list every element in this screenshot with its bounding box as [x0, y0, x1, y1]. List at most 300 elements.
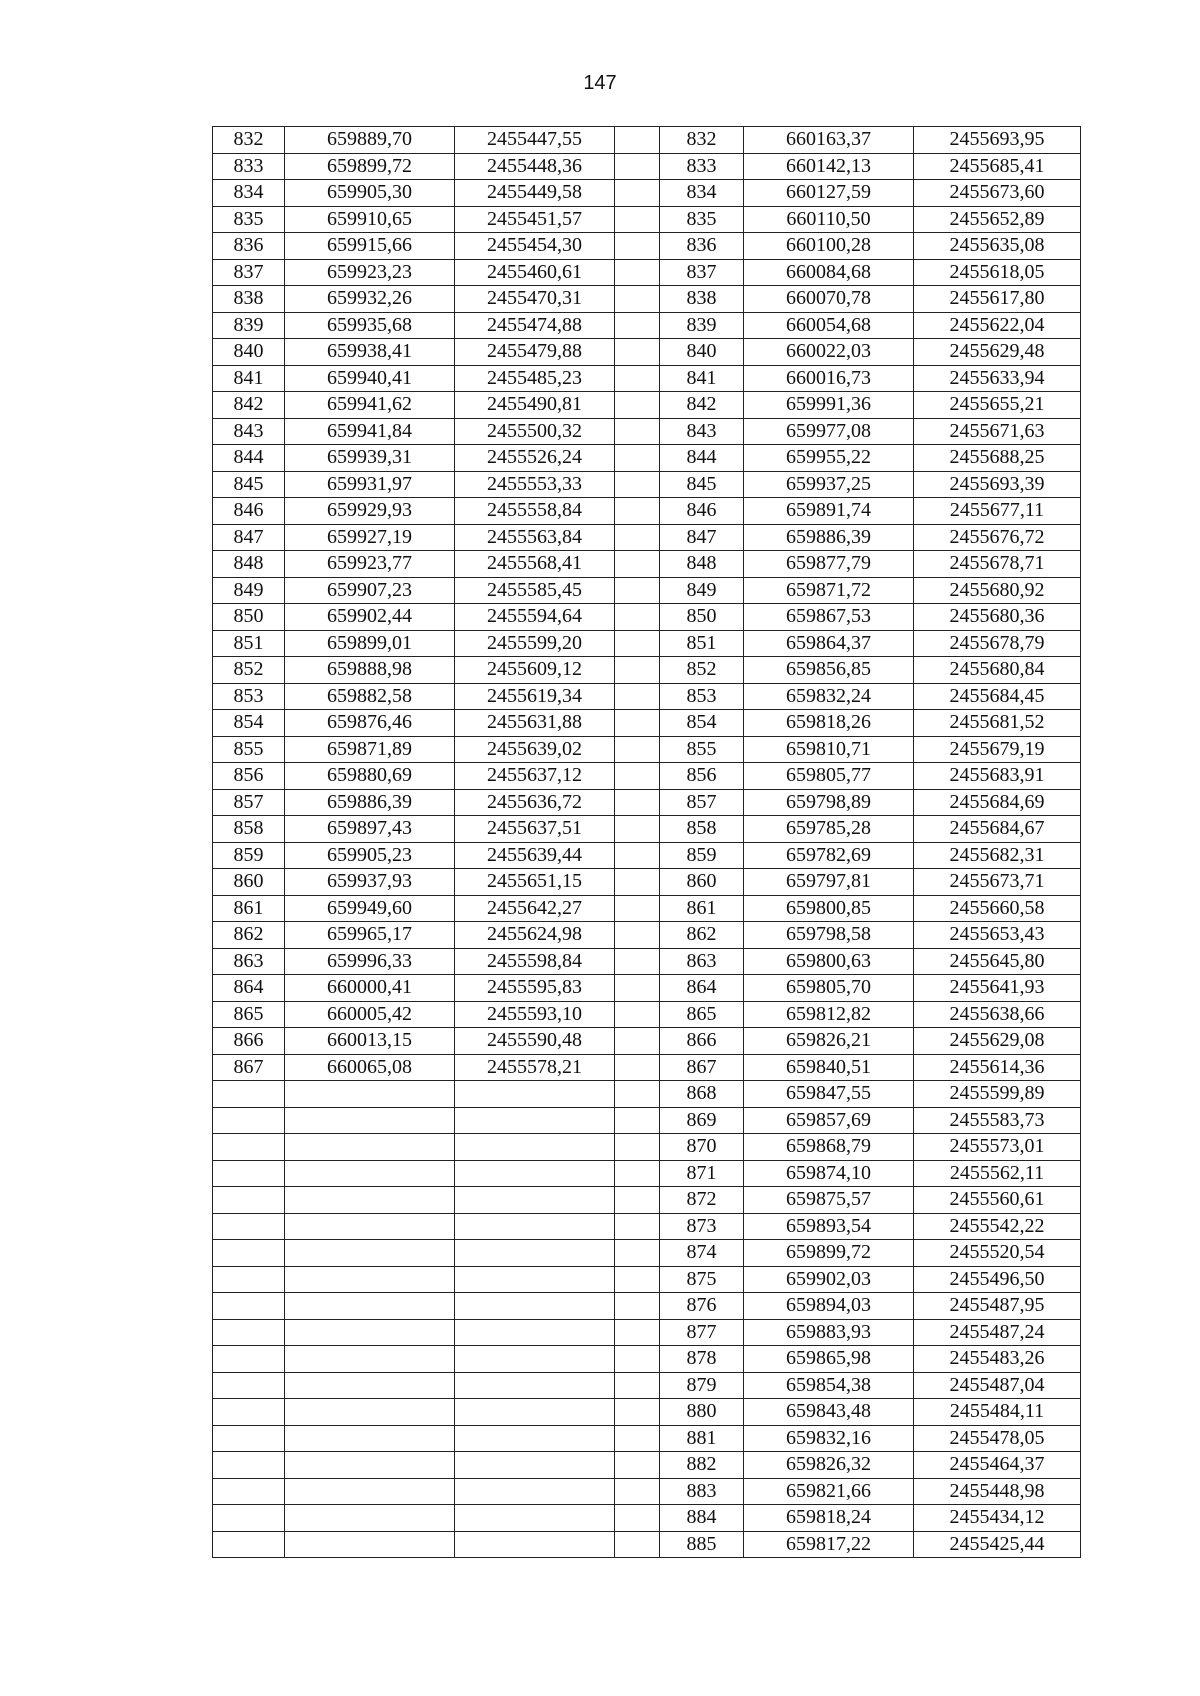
- y-coordinate-right: 2455693,95: [914, 127, 1081, 154]
- y-coordinate-right: 2455645,80: [914, 948, 1081, 975]
- point-number-right: 836: [660, 233, 744, 260]
- spacer-cell: [615, 1001, 660, 1028]
- point-number-left: 865: [213, 1001, 285, 1028]
- table-row: [213, 657, 1081, 684]
- y-coordinate-right: 2455478,05: [914, 1425, 1081, 1452]
- table-row: [213, 1399, 1081, 1426]
- point-number-right: 862: [660, 922, 744, 949]
- y-coordinate-left: [455, 1425, 615, 1452]
- table-row: [213, 1001, 1081, 1028]
- table-row: [213, 498, 1081, 525]
- x-coordinate-left: 659899,01: [285, 630, 455, 657]
- x-coordinate-left: [285, 1372, 455, 1399]
- point-number-left: 861: [213, 895, 285, 922]
- table-row: [213, 259, 1081, 286]
- x-coordinate-left: 660005,42: [285, 1001, 455, 1028]
- spacer-cell: [615, 1399, 660, 1426]
- y-coordinate-left: [455, 1134, 615, 1161]
- spacer-cell: [615, 842, 660, 869]
- table-row: [213, 365, 1081, 392]
- page-number: 147: [583, 72, 617, 94]
- spacer-cell: [615, 286, 660, 313]
- spacer-cell: [615, 604, 660, 631]
- x-coordinate-right: 660016,73: [744, 365, 914, 392]
- point-number-right: 837: [660, 259, 744, 286]
- y-coordinate-left: 2455585,45: [455, 577, 615, 604]
- x-coordinate-left: [285, 1240, 455, 1267]
- point-number-left: 853: [213, 683, 285, 710]
- point-number-right: 853: [660, 683, 744, 710]
- x-coordinate-right: 659883,93: [744, 1319, 914, 1346]
- spacer-cell: [615, 418, 660, 445]
- x-coordinate-right: 659785,28: [744, 816, 914, 843]
- spacer-cell: [615, 922, 660, 949]
- y-coordinate-right: 2455684,67: [914, 816, 1081, 843]
- point-number-left: 850: [213, 604, 285, 631]
- point-number-right: 872: [660, 1187, 744, 1214]
- spacer-cell: [615, 657, 660, 684]
- table-row: [213, 1505, 1081, 1532]
- y-coordinate-right: 2455635,08: [914, 233, 1081, 260]
- table-row: [213, 233, 1081, 260]
- x-coordinate-left: 659937,93: [285, 869, 455, 896]
- x-coordinate-left: 659897,43: [285, 816, 455, 843]
- point-number-left: 834: [213, 180, 285, 207]
- spacer-cell: [615, 180, 660, 207]
- x-coordinate-right: 660142,13: [744, 153, 914, 180]
- spacer-cell: [615, 1240, 660, 1267]
- point-number-right: 854: [660, 710, 744, 737]
- point-number-right: 832: [660, 127, 744, 154]
- spacer-cell: [615, 1028, 660, 1055]
- x-coordinate-left: 659902,44: [285, 604, 455, 631]
- x-coordinate-right: 659874,10: [744, 1160, 914, 1187]
- y-coordinate-left: 2455451,57: [455, 206, 615, 233]
- point-number-right: 875: [660, 1266, 744, 1293]
- point-number-right: 834: [660, 180, 744, 207]
- point-number-left: [213, 1346, 285, 1373]
- x-coordinate-left: 659871,89: [285, 736, 455, 763]
- x-coordinate-left: [285, 1319, 455, 1346]
- x-coordinate-left: [285, 1505, 455, 1532]
- table-row: [213, 1531, 1081, 1558]
- point-number-right: 873: [660, 1213, 744, 1240]
- spacer-cell: [615, 365, 660, 392]
- spacer-cell: [615, 789, 660, 816]
- y-coordinate-left: 2455593,10: [455, 1001, 615, 1028]
- point-number-right: 855: [660, 736, 744, 763]
- point-number-left: 852: [213, 657, 285, 684]
- table-row: [213, 206, 1081, 233]
- spacer-cell: [615, 1134, 660, 1161]
- coordinates-table: [212, 126, 1081, 1558]
- spacer-cell: [615, 736, 660, 763]
- y-coordinate-left: 2455595,83: [455, 975, 615, 1002]
- point-number-left: [213, 1107, 285, 1134]
- point-number-right: 884: [660, 1505, 744, 1532]
- x-coordinate-right: 659857,69: [744, 1107, 914, 1134]
- y-coordinate-left: 2455599,20: [455, 630, 615, 657]
- x-coordinate-left: 659907,23: [285, 577, 455, 604]
- point-number-left: 867: [213, 1054, 285, 1081]
- point-number-right: 852: [660, 657, 744, 684]
- point-number-left: 844: [213, 445, 285, 472]
- y-coordinate-right: 2455496,50: [914, 1266, 1081, 1293]
- x-coordinate-left: [285, 1478, 455, 1505]
- y-coordinate-left: 2455568,41: [455, 551, 615, 578]
- point-number-left: 863: [213, 948, 285, 975]
- point-number-right: 845: [660, 471, 744, 498]
- x-coordinate-right: 660127,59: [744, 180, 914, 207]
- x-coordinate-left: [285, 1293, 455, 1320]
- table-row: [213, 339, 1081, 366]
- x-coordinate-right: 659843,48: [744, 1399, 914, 1426]
- point-number-left: [213, 1505, 285, 1532]
- x-coordinate-left: 659939,31: [285, 445, 455, 472]
- point-number-right: 882: [660, 1452, 744, 1479]
- y-coordinate-right: 2455688,25: [914, 445, 1081, 472]
- point-number-right: 857: [660, 789, 744, 816]
- y-coordinate-left: 2455474,88: [455, 312, 615, 339]
- point-number-right: 849: [660, 577, 744, 604]
- x-coordinate-left: [285, 1187, 455, 1214]
- y-coordinate-left: [455, 1107, 615, 1134]
- x-coordinate-left: 659938,41: [285, 339, 455, 366]
- point-number-right: 835: [660, 206, 744, 233]
- point-number-left: 846: [213, 498, 285, 525]
- y-coordinate-right: 2455614,36: [914, 1054, 1081, 1081]
- y-coordinate-right: 2455680,84: [914, 657, 1081, 684]
- table-row: [213, 789, 1081, 816]
- point-number-left: [213, 1319, 285, 1346]
- point-number-left: 837: [213, 259, 285, 286]
- x-coordinate-left: [285, 1346, 455, 1373]
- x-coordinate-right: 659868,79: [744, 1134, 914, 1161]
- x-coordinate-right: 659818,24: [744, 1505, 914, 1532]
- table-row: [213, 1452, 1081, 1479]
- point-number-right: 878: [660, 1346, 744, 1373]
- spacer-cell: [615, 233, 660, 260]
- spacer-cell: [615, 1081, 660, 1108]
- y-coordinate-left: 2455637,12: [455, 763, 615, 790]
- x-coordinate-right: 659805,70: [744, 975, 914, 1002]
- spacer-cell: [615, 1054, 660, 1081]
- y-coordinate-left: [455, 1346, 615, 1373]
- spacer-cell: [615, 710, 660, 737]
- y-coordinate-left: 2455578,21: [455, 1054, 615, 1081]
- coordinates-table-body: [213, 127, 1081, 1558]
- y-coordinate-right: 2455542,22: [914, 1213, 1081, 1240]
- point-number-left: [213, 1160, 285, 1187]
- spacer-cell: [615, 339, 660, 366]
- table-row: [213, 630, 1081, 657]
- y-coordinate-right: 2455618,05: [914, 259, 1081, 286]
- y-coordinate-left: [455, 1478, 615, 1505]
- x-coordinate-left: 659929,93: [285, 498, 455, 525]
- x-coordinate-left: [285, 1452, 455, 1479]
- point-number-left: 851: [213, 630, 285, 657]
- point-number-right: 876: [660, 1293, 744, 1320]
- point-number-right: 856: [660, 763, 744, 790]
- spacer-cell: [615, 895, 660, 922]
- y-coordinate-right: 2455673,71: [914, 869, 1081, 896]
- y-coordinate-right: 2455680,36: [914, 604, 1081, 631]
- y-coordinate-right: 2455487,95: [914, 1293, 1081, 1320]
- point-number-right: 858: [660, 816, 744, 843]
- table-row: [213, 604, 1081, 631]
- x-coordinate-right: 659826,21: [744, 1028, 914, 1055]
- point-number-left: 862: [213, 922, 285, 949]
- spacer-cell: [615, 551, 660, 578]
- spacer-cell: [615, 577, 660, 604]
- y-coordinate-right: 2455671,63: [914, 418, 1081, 445]
- point-number-left: [213, 1452, 285, 1479]
- y-coordinate-left: [455, 1187, 615, 1214]
- y-coordinate-right: 2455583,73: [914, 1107, 1081, 1134]
- x-coordinate-right: 659937,25: [744, 471, 914, 498]
- y-coordinate-left: 2455470,31: [455, 286, 615, 313]
- table-row: [213, 683, 1081, 710]
- point-number-left: 843: [213, 418, 285, 445]
- point-number-left: 840: [213, 339, 285, 366]
- y-coordinate-right: 2455484,11: [914, 1399, 1081, 1426]
- y-coordinate-left: [455, 1240, 615, 1267]
- point-number-right: 867: [660, 1054, 744, 1081]
- x-coordinate-left: 659886,39: [285, 789, 455, 816]
- point-number-left: [213, 1372, 285, 1399]
- y-coordinate-right: 2455638,66: [914, 1001, 1081, 1028]
- x-coordinate-right: 659832,16: [744, 1425, 914, 1452]
- point-number-left: 858: [213, 816, 285, 843]
- y-coordinate-right: 2455629,08: [914, 1028, 1081, 1055]
- table-row: [213, 736, 1081, 763]
- point-number-right: 879: [660, 1372, 744, 1399]
- table-row: [213, 1346, 1081, 1373]
- point-number-left: [213, 1478, 285, 1505]
- x-coordinate-left: 659931,97: [285, 471, 455, 498]
- x-coordinate-left: 660013,15: [285, 1028, 455, 1055]
- x-coordinate-right: 659798,89: [744, 789, 914, 816]
- y-coordinate-right: 2455693,39: [914, 471, 1081, 498]
- table-row: [213, 1293, 1081, 1320]
- point-number-right: 851: [660, 630, 744, 657]
- point-number-right: 833: [660, 153, 744, 180]
- y-coordinate-left: [455, 1081, 615, 1108]
- x-coordinate-left: 659882,58: [285, 683, 455, 710]
- x-coordinate-right: 659812,82: [744, 1001, 914, 1028]
- point-number-left: 848: [213, 551, 285, 578]
- x-coordinate-right: 659805,77: [744, 763, 914, 790]
- y-coordinate-right: 2455653,43: [914, 922, 1081, 949]
- x-coordinate-right: 659840,51: [744, 1054, 914, 1081]
- spacer-cell: [615, 1160, 660, 1187]
- point-number-left: 842: [213, 392, 285, 419]
- y-coordinate-left: [455, 1372, 615, 1399]
- spacer-cell: [615, 445, 660, 472]
- point-number-left: 835: [213, 206, 285, 233]
- x-coordinate-right: 660022,03: [744, 339, 914, 366]
- x-coordinate-left: 659923,77: [285, 551, 455, 578]
- spacer-cell: [615, 524, 660, 551]
- table-row: [213, 1160, 1081, 1187]
- y-coordinate-left: 2455639,02: [455, 736, 615, 763]
- y-coordinate-left: 2455485,23: [455, 365, 615, 392]
- y-coordinate-left: 2455460,61: [455, 259, 615, 286]
- y-coordinate-right: 2455680,92: [914, 577, 1081, 604]
- y-coordinate-left: 2455609,12: [455, 657, 615, 684]
- point-number-right: 863: [660, 948, 744, 975]
- y-coordinate-left: [455, 1319, 615, 1346]
- point-number-right: 860: [660, 869, 744, 896]
- y-coordinate-left: 2455598,84: [455, 948, 615, 975]
- x-coordinate-right: 659955,22: [744, 445, 914, 472]
- x-coordinate-right: 659875,57: [744, 1187, 914, 1214]
- spacer-cell: [615, 471, 660, 498]
- spacer-cell: [615, 975, 660, 1002]
- y-coordinate-right: 2455622,04: [914, 312, 1081, 339]
- x-coordinate-left: [285, 1134, 455, 1161]
- point-number-left: [213, 1081, 285, 1108]
- point-number-right: 874: [660, 1240, 744, 1267]
- x-coordinate-left: 659910,65: [285, 206, 455, 233]
- spacer-cell: [615, 153, 660, 180]
- y-coordinate-right: 2455629,48: [914, 339, 1081, 366]
- table-row: [213, 1213, 1081, 1240]
- point-number-left: 859: [213, 842, 285, 869]
- table-row: [213, 312, 1081, 339]
- point-number-right: 850: [660, 604, 744, 631]
- y-coordinate-right: 2455676,72: [914, 524, 1081, 551]
- table-row: [213, 392, 1081, 419]
- y-coordinate-left: 2455479,88: [455, 339, 615, 366]
- point-number-left: [213, 1425, 285, 1452]
- table-row: [213, 551, 1081, 578]
- spacer-cell: [615, 1505, 660, 1532]
- y-coordinate-left: 2455639,44: [455, 842, 615, 869]
- y-coordinate-left: 2455454,30: [455, 233, 615, 260]
- y-coordinate-right: 2455487,04: [914, 1372, 1081, 1399]
- spacer-cell: [615, 1213, 660, 1240]
- spacer-cell: [615, 312, 660, 339]
- table-row: [213, 1425, 1081, 1452]
- x-coordinate-right: 659797,81: [744, 869, 914, 896]
- spacer-cell: [615, 1425, 660, 1452]
- point-number-left: 838: [213, 286, 285, 313]
- point-number-right: 841: [660, 365, 744, 392]
- point-number-right: 864: [660, 975, 744, 1002]
- spacer-cell: [615, 259, 660, 286]
- y-coordinate-left: 2455631,88: [455, 710, 615, 737]
- point-number-left: 836: [213, 233, 285, 260]
- point-number-right: 843: [660, 418, 744, 445]
- x-coordinate-right: 659891,74: [744, 498, 914, 525]
- y-coordinate-left: [455, 1266, 615, 1293]
- y-coordinate-left: 2455590,48: [455, 1028, 615, 1055]
- x-coordinate-right: 659865,98: [744, 1346, 914, 1373]
- spacer-cell: [615, 816, 660, 843]
- spacer-cell: [615, 1319, 660, 1346]
- y-coordinate-right: 2455684,69: [914, 789, 1081, 816]
- x-coordinate-right: 659902,03: [744, 1266, 914, 1293]
- point-number-left: [213, 1399, 285, 1426]
- x-coordinate-right: 659800,63: [744, 948, 914, 975]
- x-coordinate-right: 659899,72: [744, 1240, 914, 1267]
- spacer-cell: [615, 1107, 660, 1134]
- spacer-cell: [615, 498, 660, 525]
- point-number-right: 848: [660, 551, 744, 578]
- table-row: [213, 471, 1081, 498]
- x-coordinate-left: 659941,62: [285, 392, 455, 419]
- point-number-right: 880: [660, 1399, 744, 1426]
- point-number-right: 844: [660, 445, 744, 472]
- point-number-left: 864: [213, 975, 285, 1002]
- y-coordinate-right: 2455682,31: [914, 842, 1081, 869]
- y-coordinate-left: [455, 1213, 615, 1240]
- table-row: [213, 869, 1081, 896]
- point-number-left: [213, 1213, 285, 1240]
- y-coordinate-left: 2455558,84: [455, 498, 615, 525]
- x-coordinate-left: [285, 1081, 455, 1108]
- spacer-cell: [615, 630, 660, 657]
- point-number-left: [213, 1266, 285, 1293]
- x-coordinate-right: 659867,53: [744, 604, 914, 631]
- table-row: [213, 1266, 1081, 1293]
- y-coordinate-left: 2455651,15: [455, 869, 615, 896]
- table-row: [213, 1478, 1081, 1505]
- x-coordinate-right: 660110,50: [744, 206, 914, 233]
- y-coordinate-right: 2455464,37: [914, 1452, 1081, 1479]
- point-number-right: 859: [660, 842, 744, 869]
- point-number-right: 847: [660, 524, 744, 551]
- x-coordinate-right: 659800,85: [744, 895, 914, 922]
- table-row: [213, 1240, 1081, 1267]
- point-number-left: [213, 1187, 285, 1214]
- x-coordinate-left: 659965,17: [285, 922, 455, 949]
- x-coordinate-left: [285, 1213, 455, 1240]
- y-coordinate-right: 2455560,61: [914, 1187, 1081, 1214]
- y-coordinate-right: 2455660,58: [914, 895, 1081, 922]
- x-coordinate-left: [285, 1531, 455, 1558]
- x-coordinate-left: 659935,68: [285, 312, 455, 339]
- x-coordinate-left: [285, 1399, 455, 1426]
- spacer-cell: [615, 206, 660, 233]
- spacer-cell: [615, 1372, 660, 1399]
- point-number-left: 832: [213, 127, 285, 154]
- y-coordinate-left: 2455563,84: [455, 524, 615, 551]
- table-row: [213, 895, 1081, 922]
- point-number-left: [213, 1531, 285, 1558]
- x-coordinate-right: 659818,26: [744, 710, 914, 737]
- x-coordinate-left: 659932,26: [285, 286, 455, 313]
- x-coordinate-right: 660084,68: [744, 259, 914, 286]
- point-number-left: [213, 1293, 285, 1320]
- x-coordinate-right: 659810,71: [744, 736, 914, 763]
- x-coordinate-right: 660070,78: [744, 286, 914, 313]
- point-number-right: 883: [660, 1478, 744, 1505]
- spacer-cell: [615, 1293, 660, 1320]
- table-row: [213, 1187, 1081, 1214]
- spacer-cell: [615, 127, 660, 154]
- spacer-cell: [615, 763, 660, 790]
- table-row: [213, 524, 1081, 551]
- y-coordinate-left: [455, 1399, 615, 1426]
- y-coordinate-left: 2455447,55: [455, 127, 615, 154]
- spacer-cell: [615, 1452, 660, 1479]
- y-coordinate-left: 2455619,34: [455, 683, 615, 710]
- table-row: [213, 816, 1081, 843]
- y-coordinate-right: 2455434,12: [914, 1505, 1081, 1532]
- spacer-cell: [615, 683, 660, 710]
